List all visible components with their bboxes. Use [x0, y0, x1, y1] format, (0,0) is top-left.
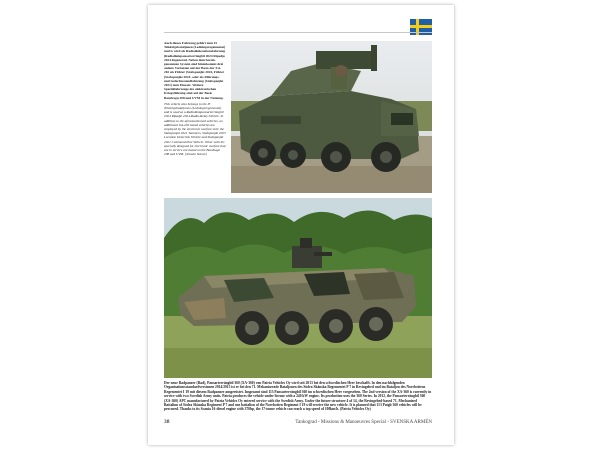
photo-patria-xa360-apc: [164, 198, 432, 378]
running-footer: Tankograd - Missions & Manoeuvres Special - SVENSKA ARMÉN: [295, 419, 432, 425]
page-number: 38: [164, 419, 170, 425]
page-footer: [164, 419, 432, 425]
document-page: [148, 5, 454, 445]
sidebar-paragraph-de: Auch dieses Fahrzeug gehört zum I3 Telekrigsbataljonen (Ledningsregementet) und is wird als Radiolänkstationsfahrzeug (Radiolänkpansarterrängbil 2024 Ripadje 2024-Ingenerad. Neben dem bereits genannten System sind hinzukommt drei andere Varianten auf der Basis der XA-202 als Führer (Stabspanjkt 2024, Führer (Stabspanjkt 2024- oder als Führungs- und Gefechtsstandfahrzeug (Stabspanjkt 2021) zum Einsatz. Weitere Spezialfahrzeuge des elektronischen Kriegsführung sind auf der Basis Bandvagn 208 und UVM in der Nutzung.: [164, 41, 226, 100]
sidebar-paragraph-en: This vehicle also belongs to the I3 Telekrigsbataljonen (Ledningsregementet) and is used as a Radiolänkpansarterrängbil 2024 Ripadje 2024-Radio-Relay-Vehicle. In addition to the aforementioned vehicles, an additional XA-202 based vehicles are employed by the electronic warfare unit: the Stabspanjkt 2021 Jammers, Stabspanjkt 2023 Location Detection Vehicle and Stabspanjkt 2021 Command Post Vehicle. Other vehicles specially designed for electronic warfare that are in service are based on the Bandvagn 208 and UVM. (Johann Stiewe): [164, 101, 226, 157]
photo-radio-relay-vehicle: [231, 41, 432, 193]
photo-caption: Der neue Radpanzer (Rad), Pansarterrängbil 360 (XA-360) von Patria Vehicles Oy wird seit 2013 bei den schwedischen Heer beschafft. In den nachfolgenden Organisationsstandardversionen 2014/2015 ist er bei den 71. Mekaniserade Bataljonen des Södra Skånska Regementet P 7 in Revingehed und im Bataljon des Norrbottens Regementet I 19 mit diesem Radpanzer ausgerüstet. Insgesamt sind 113 Pansarterrängbil 360 im schwedischen Heer vorgesehen. The 2nd version of the XA-360 is currently in service with two Swedish Army units. Patria produces the vehicle under license with a 240 kW engine. Its production uses the 360 Series. In 2012, the Pansarterrängbil 360 (XA-360) APC manufactured by Patria Vehicles Oy entered service with the Swedish Army. Under the future structure 4 of 14, the Revingehed-based 71. Mechanized Battalion of Södra Skånska Regiment P 7 and one battalion of the Norrbotten Regiment I 19 will receive the new vehicle. It is planned that 113 Patgb 360 vehicles will be procured. Thanks to its Scania 16-diesel engine with 370hp, the 17-tonne vehicle can reach a top speed of 100km/h. (Patria Vehicles Oy): [164, 381, 432, 411]
sidebar-text: [164, 41, 226, 191]
header-rule: [164, 32, 432, 33]
